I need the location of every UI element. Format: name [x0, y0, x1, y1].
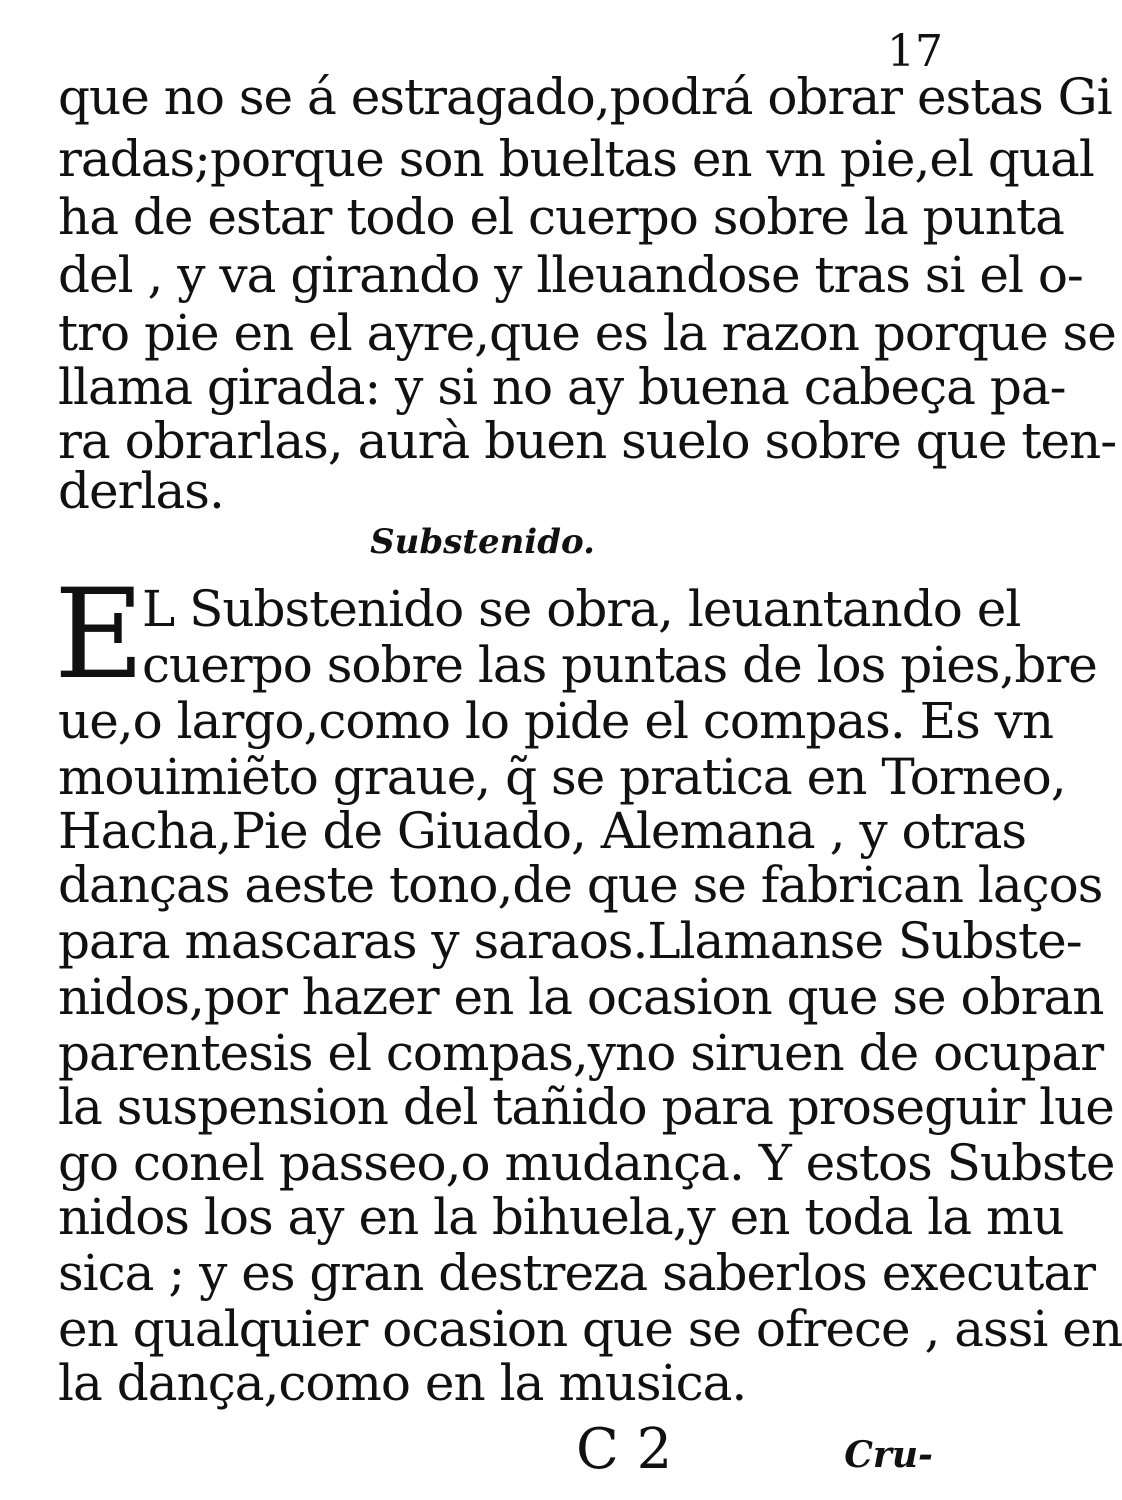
- text-line: Hacha,Pie de Giuado, Alemana , y otras: [58, 802, 1027, 860]
- text-line: en qualquier ocasion que se ofrece , assi en: [58, 1300, 1122, 1358]
- text-line: nidos los ay en la bihuela,y en toda la mu: [58, 1188, 1064, 1246]
- text-line: para mascaras y saraos.Llamanse Subste-: [58, 912, 1082, 970]
- drop-cap: E: [54, 563, 145, 707]
- text-line: del , y va girando y lleuandose tras si el o-: [58, 246, 1083, 304]
- text-line: cuerpo sobre las puntas de los pies,bre: [142, 636, 1097, 694]
- text-line: la dança,como en la musica.: [58, 1354, 747, 1412]
- text-line: llama girada: y si no ay buena cabeça pa-: [58, 358, 1066, 416]
- signature-mark: C 2: [576, 1417, 673, 1482]
- text-line: nidos,por hazer en la ocasion que se obran: [58, 968, 1104, 1026]
- text-line: L Substenido se obra, leuantando el: [142, 580, 1021, 638]
- text-line: sica ; y es gran destreza saberlos executar: [58, 1244, 1096, 1302]
- text-line: mouimiẽto graue, q̃ se pratica en Torneo,: [58, 748, 1066, 806]
- section-heading: Substenido.: [370, 522, 595, 562]
- text-line: parentesis el compas,yno siruen de ocupar: [58, 1024, 1104, 1082]
- text-line: la suspension del tañido para proseguir lue: [58, 1078, 1114, 1136]
- text-line: derlas.: [58, 462, 224, 520]
- text-line: ue,o largo,como lo pide el compas. Es vn: [58, 692, 1054, 750]
- text-line: radas;porque son bueltas en vn pie,el qual: [58, 130, 1094, 188]
- text-line: tro pie en el ayre,que es la razon porque se: [58, 304, 1116, 362]
- text-line: ha de estar todo el cuerpo sobre la punta: [58, 188, 1064, 246]
- text-line: que no se á estragado,podrá obrar estas Gi: [58, 68, 1112, 126]
- text-line: ra obrarlas, aurà buen suelo sobre que ten-: [58, 412, 1117, 470]
- catchword: Cru-: [844, 1434, 933, 1476]
- text-line: danças aeste tono,de que se fabrican laços: [58, 856, 1103, 914]
- text-line: go conel passeo,o mudança. Y estos Subste: [58, 1134, 1115, 1192]
- page-number: 17: [887, 26, 943, 77]
